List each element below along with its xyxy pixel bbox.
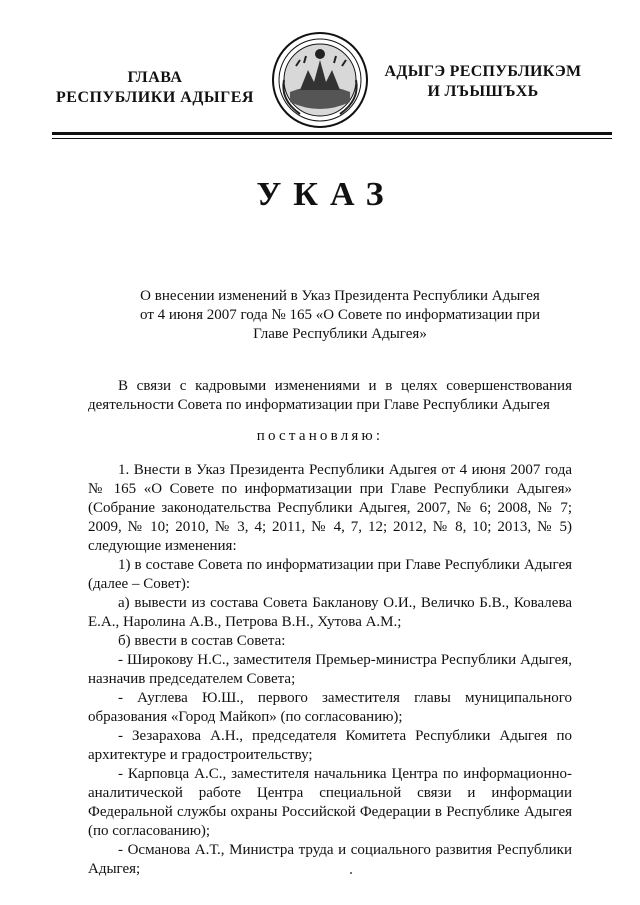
document-title: УКАЗ (256, 176, 396, 213)
decree-word: постановляю: (256, 428, 384, 444)
issuer-line-1: ГЛАВА (127, 69, 183, 86)
paragraph-amendment-intro: 1. Внести в Указ Президента Республики Адыгея от 4 июня 2007 года № 165 «О Совете по информатизации при Главе Республики Адыгея» (Собрание законодательства Республики Адыгея, 2007, № 6; 2008, № 7; 2009, № 10; 2010, № 3, 4; 2011, № 4, 7, 12; 2012, № 8, 10; 2013, № 5) следующие изменения: (88, 462, 572, 554)
subject-line-3: Главе Республики Адыгея» (253, 326, 427, 342)
paragraph-add-members: б) ввести в состав Совета: (118, 633, 286, 649)
coat-of-arms-icon (270, 30, 370, 130)
issuer-adyghe-line-2: И ЛЪЫШЪХЬ (427, 83, 539, 100)
list-item: - Карповца А.С., заместителя начальника Центра по информационно-аналитической работе Центра специальной связи и информации Федеральной службы охраны Российской Федерации в Республике Адыгея (по согласованию); (88, 766, 572, 839)
preamble-text: В связи с кадровыми изменениями и в целях совершенствования деятельности Совета по информатизации при Главе Республики Адыгея (88, 378, 572, 413)
issuer-title-adyghe (378, 62, 588, 102)
list-item: - Широкову Н.С., заместителя Премьер-министра Республики Адыгея, назначив председателем Совета; (88, 652, 572, 687)
document-subject (120, 287, 560, 344)
subject-line-1: О внесении изменений в Указ Президента Республики Адыгея (140, 288, 540, 304)
paragraph-council-composition: 1) в составе Совета по информатизации при Главе Республики Адыгея (далее – Совет): (88, 557, 572, 592)
issuer-title-russian (40, 68, 270, 108)
preamble (88, 377, 572, 415)
subject-line-2: от 4 июня 2007 года № 165 «О Совете по информатизации при (140, 307, 540, 323)
header-rule-thick (52, 132, 612, 135)
issuer-adyghe-line-1: АДЫГЭ РЕСПУБЛИКЭМ (384, 63, 582, 80)
decree-body (88, 461, 572, 879)
paragraph-remove-members: а) вывести из состава Совета Бакланову О.И., Величко Б.В., Ковалева Е.А., Наролина А.В., Петрова В.Н., Хутова А.М.; (88, 595, 572, 630)
scan-speck (350, 872, 352, 874)
issuer-line-2: РЕСПУБЛИКИ АДЫГЕЯ (56, 89, 254, 106)
header-rule-thin (52, 138, 612, 139)
list-item: - Ауглева Ю.Ш., первого заместителя главы муниципального образования «Город Майкоп» (по согласованию); (88, 690, 572, 725)
list-item: - Зезарахова А.Н., председателя Комитета Республики Адыгея по архитектуре и градостроительству; (88, 728, 572, 763)
list-item: - Османова А.Т., Министра труда и социального развития Республики Адыгея; (88, 842, 572, 877)
